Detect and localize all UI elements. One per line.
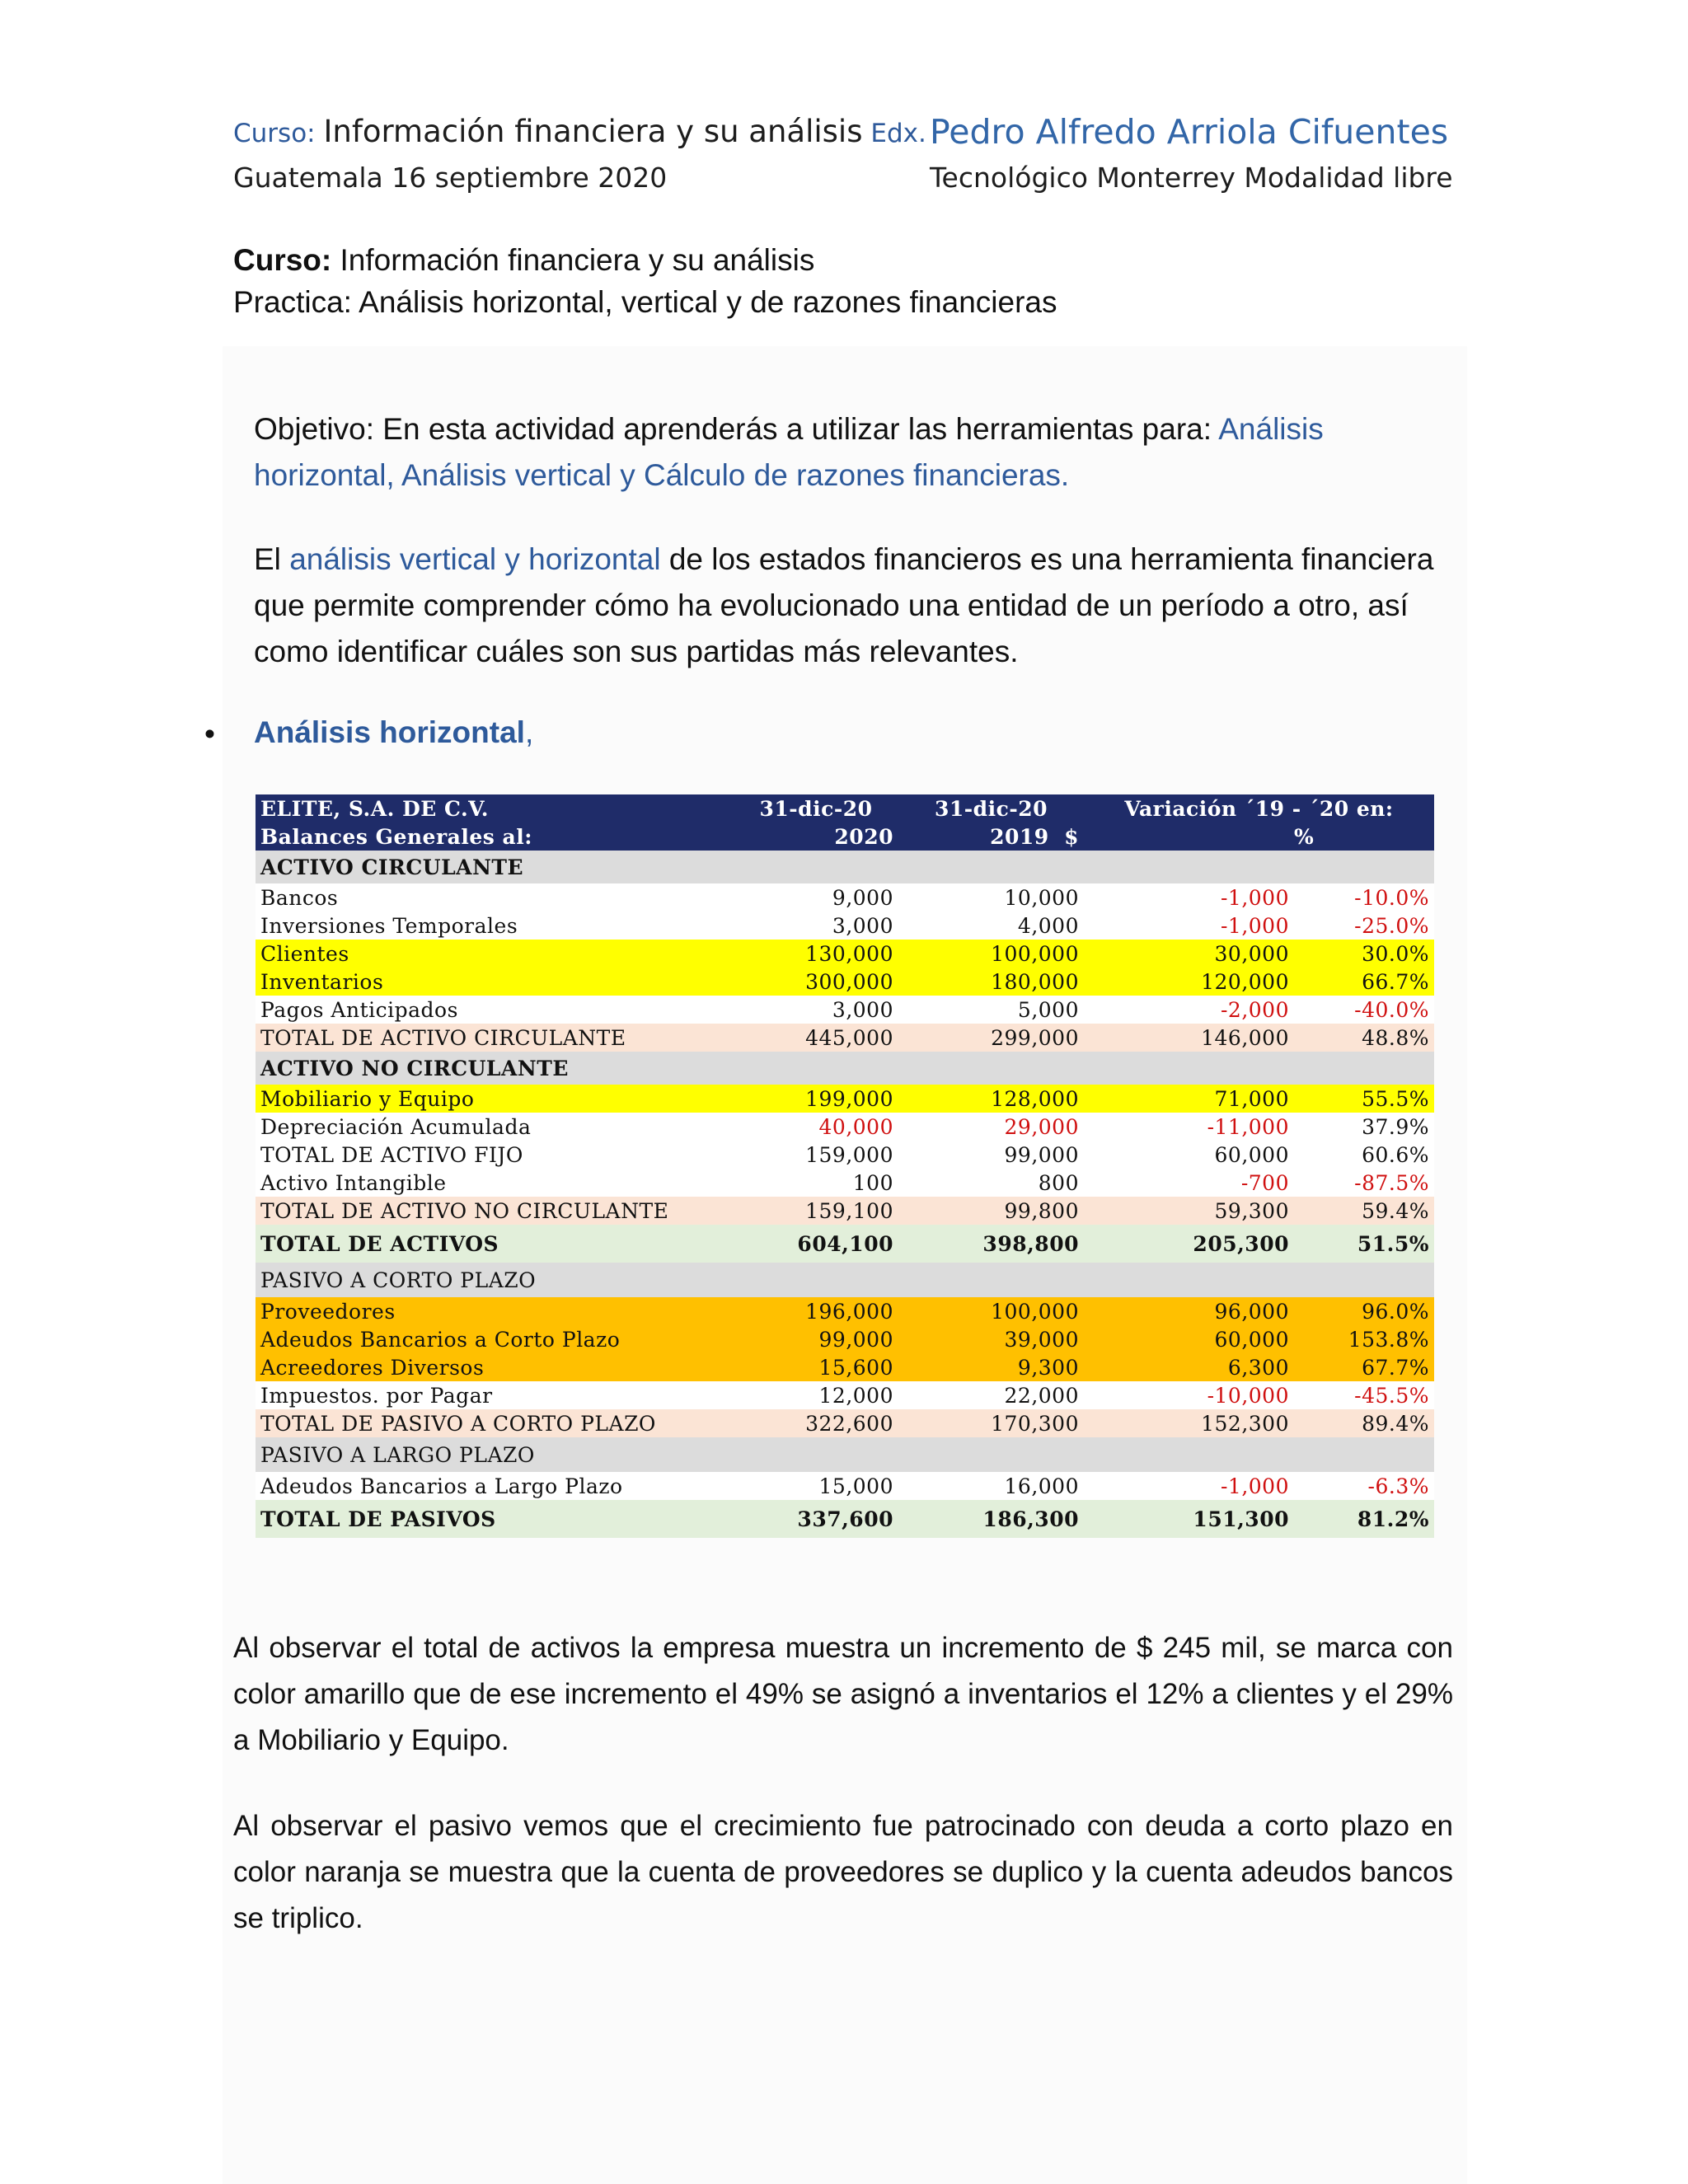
account-name: Adeudos Bancarios a Corto Plazo: [256, 1325, 734, 1353]
value-cell: 128,000: [898, 1085, 1084, 1113]
header-cell: 31-dic-20: [734, 794, 898, 823]
value-cell: 604,100: [734, 1225, 898, 1263]
value-cell: -40.0%: [1294, 996, 1434, 1024]
value-cell: 99,000: [898, 1141, 1084, 1169]
table-row: [256, 1437, 1434, 1472]
table-row: [256, 1472, 1434, 1500]
table-row: [256, 851, 1434, 883]
value-cell: 30.0%: [1294, 940, 1434, 968]
objective-paragraph: [254, 406, 1441, 499]
value-cell: 196,000: [734, 1297, 898, 1325]
value-cell: 30,000: [1084, 940, 1294, 968]
value-cell: 71,000: [1084, 1085, 1294, 1113]
header-author: Pedro Alfredo Arriola Cifuentes: [930, 112, 1449, 152]
value-cell: 120,000: [1084, 968, 1294, 996]
section-title-comma: ,: [524, 715, 534, 749]
value-cell: 99,800: [898, 1197, 1084, 1225]
account-name: Inventarios: [256, 968, 734, 996]
value-cell: 6,300: [1084, 1353, 1294, 1381]
value-cell: 9,000: [734, 883, 898, 912]
value-cell: 337,600: [734, 1500, 898, 1538]
account-name: Depreciación Acumulada: [256, 1113, 734, 1141]
value-cell: 60.6%: [1294, 1141, 1434, 1169]
value-cell: 55.5%: [1294, 1085, 1434, 1113]
account-name: Acreedores Diversos: [256, 1353, 734, 1381]
value-cell: -45.5%: [1294, 1381, 1434, 1409]
bullet-marker: •: [204, 717, 215, 751]
value-cell: 5,000: [898, 996, 1084, 1024]
value-cell: 29,000: [898, 1113, 1084, 1141]
value-cell: 15,000: [734, 1472, 898, 1500]
table-row: [256, 1141, 1434, 1169]
value-cell: 152,300: [1084, 1409, 1294, 1437]
value-cell: 100,000: [898, 1297, 1084, 1325]
course-label: Curso:: [233, 243, 332, 277]
value-cell: 4,000: [898, 912, 1084, 940]
header-cell: ELITE, S.A. DE C.V.: [256, 794, 734, 823]
header-cell: 31-dic-20: [898, 794, 1084, 823]
value-cell: 800: [898, 1169, 1084, 1197]
account-name: Proveedores: [256, 1297, 734, 1325]
table-row: [256, 912, 1434, 940]
value-cell: 99,000: [734, 1325, 898, 1353]
value-cell: 48.8%: [1294, 1024, 1434, 1052]
section-label: PASIVO A CORTO PLAZO: [256, 1263, 1434, 1297]
value-cell: 130,000: [734, 940, 898, 968]
header-location-date: Guatemala 16 septiembre 2020: [233, 162, 668, 194]
objective-highlight: Análisis horizontal, Análisis vertical y Cálculo de razones financieras.: [254, 412, 1324, 492]
value-cell: 146,000: [1084, 1024, 1294, 1052]
header-cell: Balances Generales al:: [256, 823, 734, 851]
table-row: [256, 968, 1434, 996]
value-cell: 40,000: [734, 1113, 898, 1141]
table-row: [256, 1197, 1434, 1225]
value-cell: 12,000: [734, 1381, 898, 1409]
table-row: [256, 883, 1434, 912]
table-row: [256, 1169, 1434, 1197]
account-name: Impuestos. por Pagar: [256, 1381, 734, 1409]
value-cell: 100,000: [898, 940, 1084, 968]
value-cell: 159,000: [734, 1141, 898, 1169]
value-cell: 322,600: [734, 1409, 898, 1437]
section-title: [254, 715, 533, 750]
course-block: [233, 239, 1057, 323]
table-header-row-2: [256, 823, 1434, 851]
header-course-prefix: Curso:: [233, 119, 324, 148]
section-title-text: Análisis horizontal: [254, 715, 525, 749]
account-name: Pagos Anticipados: [256, 996, 734, 1024]
course-name: Información financiera y su análisis: [331, 243, 815, 277]
account-name: Clientes: [256, 940, 734, 968]
header-cell: [898, 823, 1084, 851]
intro-after: de los estados financieros es una herramienta financiera que permite comprender cómo ha evolucionado una entidad de un período a otro, así como identificar cuáles son sus partidas más relevantes.: [254, 542, 1434, 668]
value-cell: 66.7%: [1294, 968, 1434, 996]
account-name: TOTAL DE ACTIVO CIRCULANTE: [256, 1024, 734, 1052]
account-name: TOTAL DE PASIVOS: [256, 1500, 734, 1538]
value-cell: 151,300: [1084, 1500, 1294, 1538]
value-cell: 39,000: [898, 1325, 1084, 1353]
value-cell: -11,000: [1084, 1113, 1294, 1141]
course-title: [233, 239, 1057, 281]
value-cell: -1,000: [1084, 883, 1294, 912]
value-cell: 205,300: [1084, 1225, 1294, 1263]
account-name: TOTAL DE PASIVO A CORTO PLAZO: [256, 1409, 734, 1437]
value-cell: 96.0%: [1294, 1297, 1434, 1325]
value-cell: 170,300: [898, 1409, 1084, 1437]
value-cell: 22,000: [898, 1381, 1084, 1409]
table-row: [256, 1381, 1434, 1409]
analysis-paragraph-1: Al observar el total de activos la empresa muestra un incremento de $ 245 mil, se marca con color amarillo que de ese incremento el 49% se asignó a inventarios el 12% a clientes y el 29% a Mobiliario y Equipo.: [233, 1632, 1453, 1756]
value-cell: 59.4%: [1294, 1197, 1434, 1225]
table-row: [256, 1500, 1434, 1538]
analysis-paragraph-2: Al observar el pasivo vemos que el crecimiento fue patrocinado con deuda a corto plazo en color naranja se muestra que la cuenta de proveedores se duplico y la cuenta adeudos bancos se triplico.: [233, 1810, 1453, 1934]
value-cell: 3,000: [734, 996, 898, 1024]
value-cell: 159,100: [734, 1197, 898, 1225]
value-cell: 10,000: [898, 883, 1084, 912]
value-cell: 3,000: [734, 912, 898, 940]
value-cell: 96,000: [1084, 1297, 1294, 1325]
value-cell: 9,300: [898, 1353, 1084, 1381]
account-name: TOTAL DE ACTIVO NO CIRCULANTE: [256, 1197, 734, 1225]
table-row: [256, 1325, 1434, 1353]
value-cell: 180,000: [898, 968, 1084, 996]
practice-title: Practica: Análisis horizontal, vertical y de razones financieras: [233, 285, 1057, 319]
account-name: TOTAL DE ACTIVOS: [256, 1225, 734, 1263]
header-cell: 2020: [734, 823, 898, 851]
value-cell: -700: [1084, 1169, 1294, 1197]
table-row: [256, 1263, 1434, 1297]
section-label: ACTIVO NO CIRCULANTE: [256, 1052, 1434, 1085]
table-row: [256, 996, 1434, 1024]
value-cell: 153.8%: [1294, 1325, 1434, 1353]
header-institution: Tecnológico Monterrey Modalidad libre: [930, 162, 1453, 194]
value-cell: 81.2%: [1294, 1500, 1434, 1538]
value-cell: -25.0%: [1294, 912, 1434, 940]
table-row: [256, 1085, 1434, 1113]
value-cell: 89.4%: [1294, 1409, 1434, 1437]
table-header-row-1: [256, 794, 1434, 823]
account-name: Bancos: [256, 883, 734, 912]
header-cell: %: [1294, 823, 1434, 851]
value-cell: 15,600: [734, 1353, 898, 1381]
section-label: ACTIVO CIRCULANTE: [256, 851, 1434, 883]
value-cell: 51.5%: [1294, 1225, 1434, 1263]
table-row: [256, 1353, 1434, 1381]
value-cell: 37.9%: [1294, 1113, 1434, 1141]
account-name: Inversiones Temporales: [256, 912, 734, 940]
value-cell: -1,000: [1084, 912, 1294, 940]
table-row: [256, 1225, 1434, 1263]
value-cell: -87.5%: [1294, 1169, 1434, 1197]
intro-before: El: [254, 542, 290, 576]
table-row: [256, 1113, 1434, 1141]
header-cell: [1084, 823, 1294, 851]
value-cell: 398,800: [898, 1225, 1084, 1263]
account-name: Mobiliario y Equipo: [256, 1085, 734, 1113]
table-row: [256, 1024, 1434, 1052]
value-cell: 59,300: [1084, 1197, 1294, 1225]
value-cell: 445,000: [734, 1024, 898, 1052]
objective-text: Objetivo: En esta actividad aprenderás a utilizar las herramientas para:: [254, 412, 1219, 446]
value-cell: 199,000: [734, 1085, 898, 1113]
table-row: [256, 1052, 1434, 1085]
value-cell: -10.0%: [1294, 883, 1434, 912]
balance-sheet-table: [256, 794, 1434, 1538]
value-cell: -10,000: [1084, 1381, 1294, 1409]
section-label: PASIVO A LARGO PLAZO: [256, 1437, 1434, 1472]
value-cell: 186,300: [898, 1500, 1084, 1538]
header-course: [233, 114, 926, 149]
header-year: 2019: [990, 824, 1049, 849]
value-cell: 300,000: [734, 968, 898, 996]
header-dollar: $: [1064, 824, 1079, 849]
value-cell: -1,000: [1084, 1472, 1294, 1500]
table-row: [256, 1409, 1434, 1437]
table-row: [256, 940, 1434, 968]
value-cell: 60,000: [1084, 1325, 1294, 1353]
intro-highlight: análisis vertical y horizontal: [289, 542, 661, 576]
account-name: Adeudos Bancarios a Largo Plazo: [256, 1472, 734, 1500]
header-cell: Variación ´19 - ´20 en:: [1084, 794, 1434, 823]
value-cell: -2,000: [1084, 996, 1294, 1024]
value-cell: 299,000: [898, 1024, 1084, 1052]
value-cell: 16,000: [898, 1472, 1084, 1500]
value-cell: 100: [734, 1169, 898, 1197]
value-cell: 60,000: [1084, 1141, 1294, 1169]
value-cell: 67.7%: [1294, 1353, 1434, 1381]
header-platform: Edx.: [862, 119, 926, 148]
balance-sheet-body: [256, 794, 1434, 1538]
header-course-name: Información financiera y su análisis: [323, 114, 863, 149]
intro-paragraph: [254, 537, 1441, 675]
value-cell: -6.3%: [1294, 1472, 1434, 1500]
account-name: TOTAL DE ACTIVO FIJO: [256, 1141, 734, 1169]
table-row: [256, 1297, 1434, 1325]
account-name: Activo Intangible: [256, 1169, 734, 1197]
